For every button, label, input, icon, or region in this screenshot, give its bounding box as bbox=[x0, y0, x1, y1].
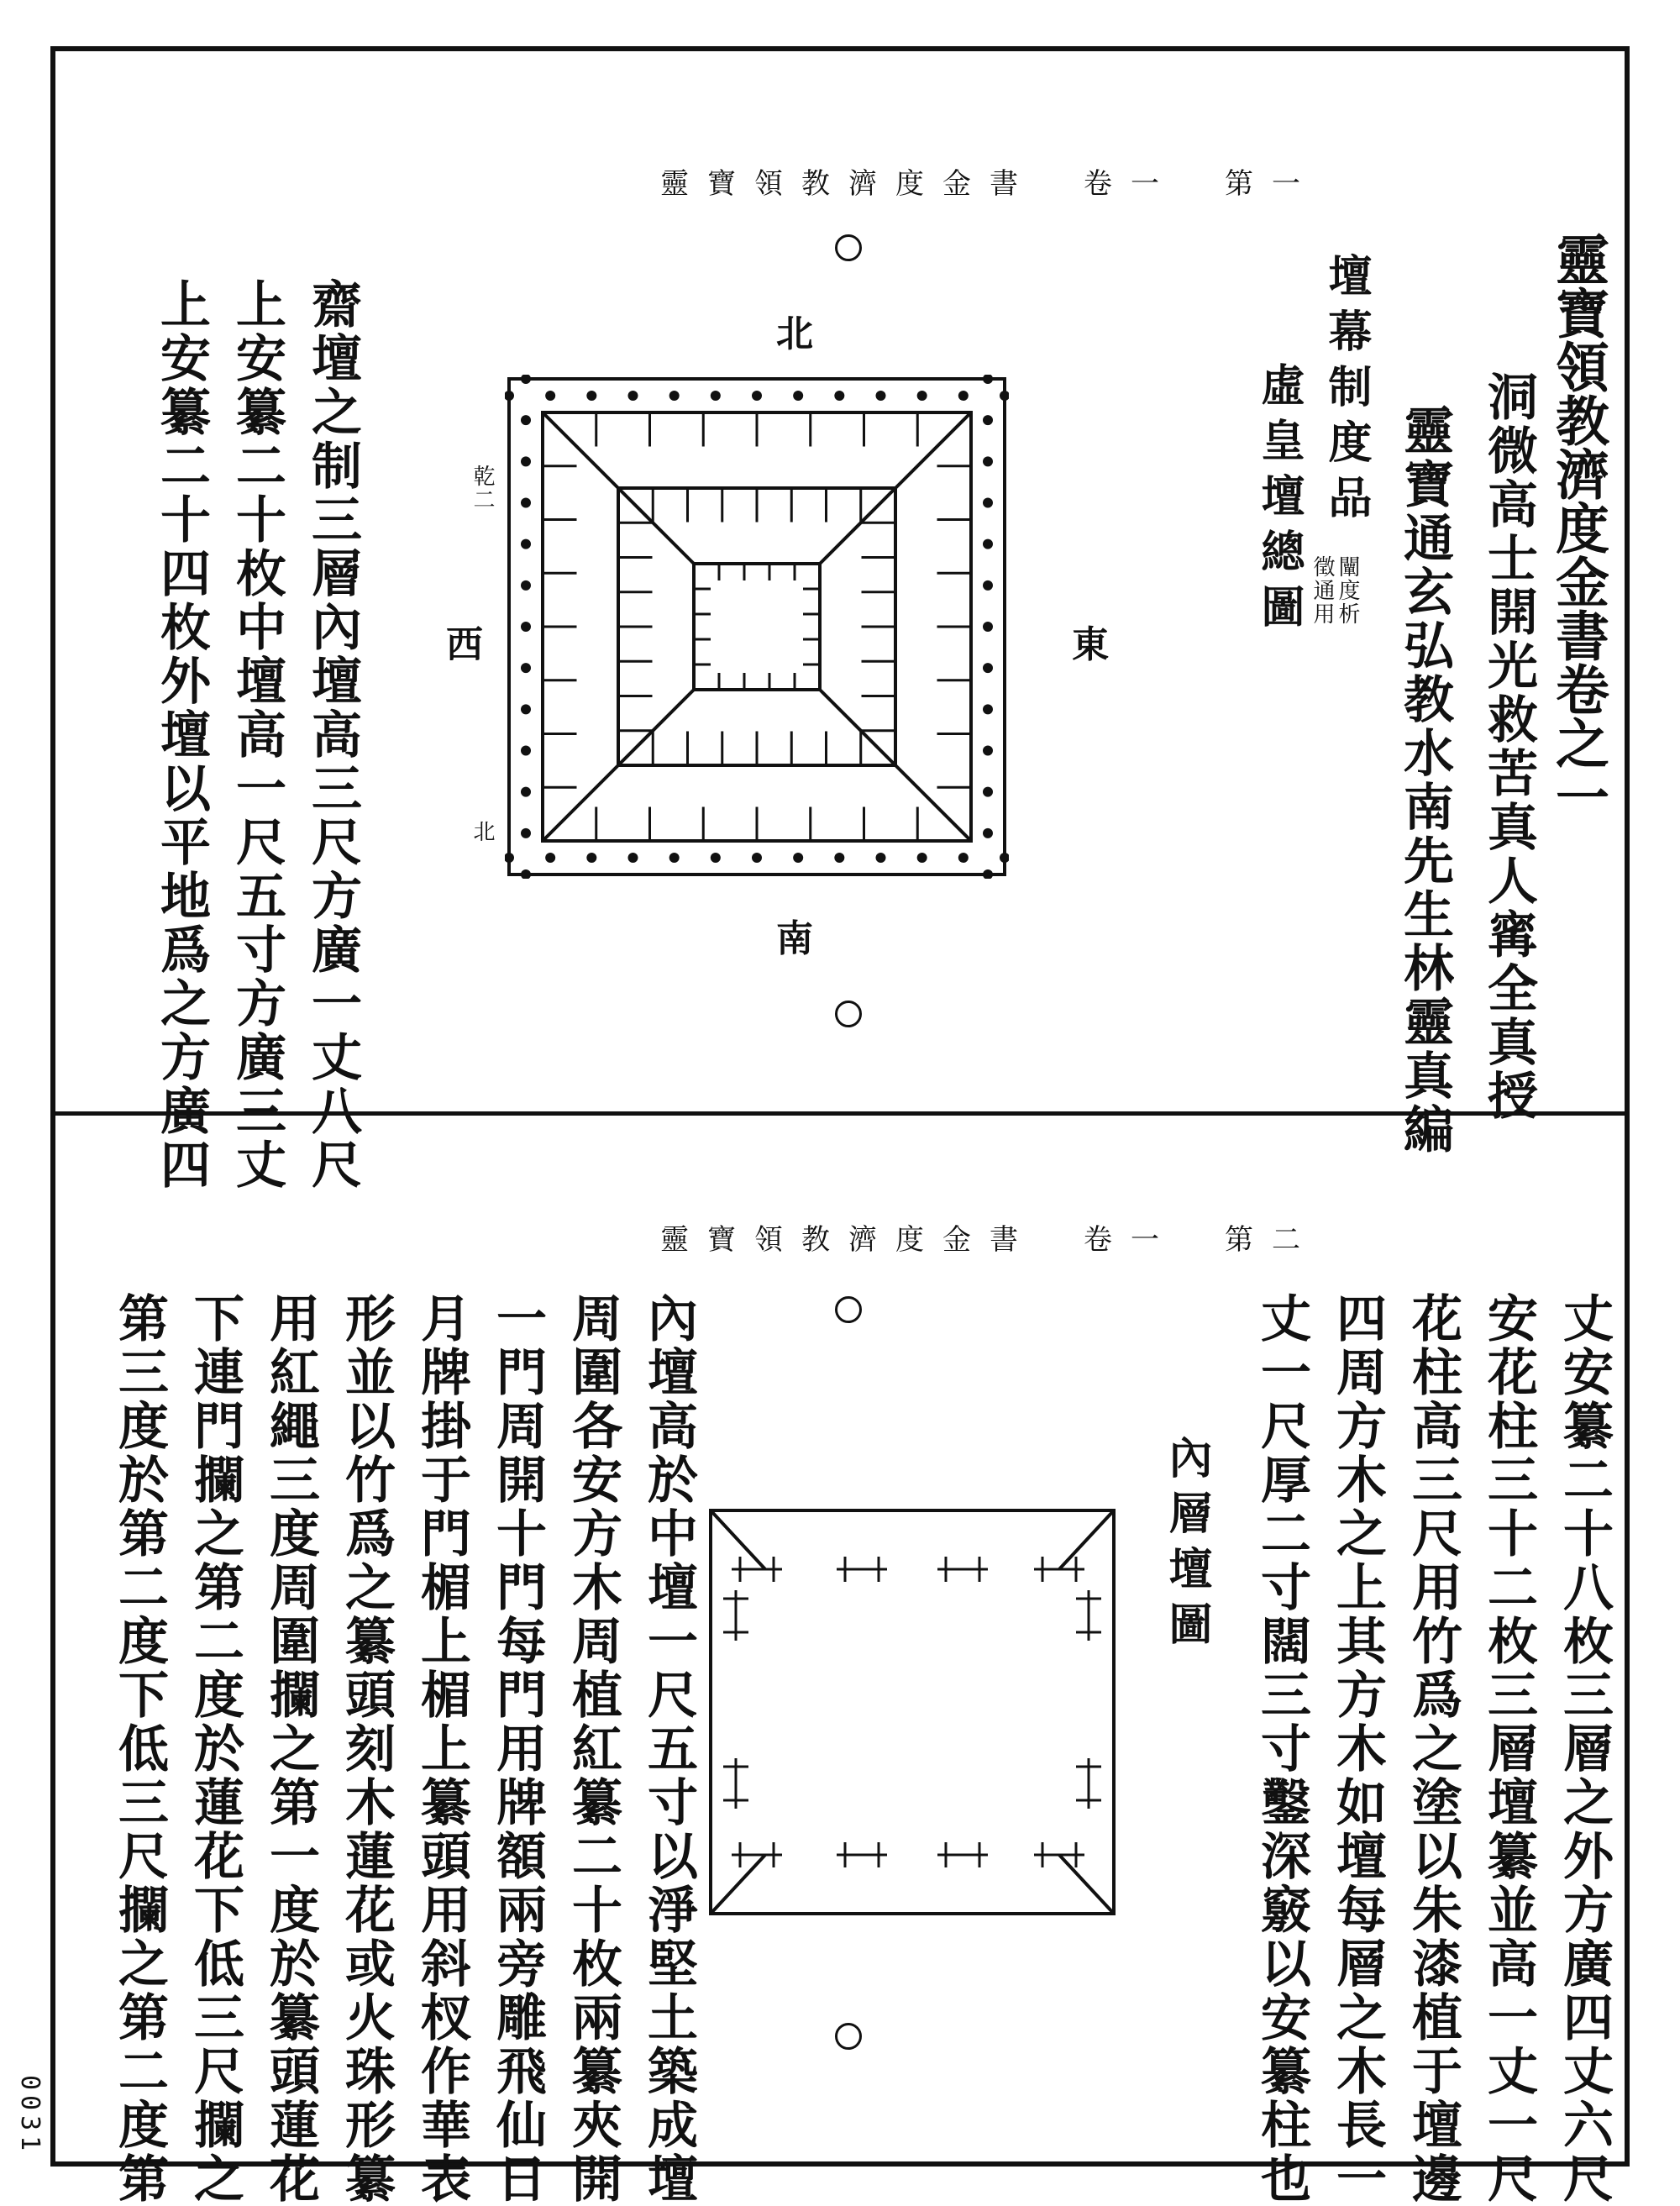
altar-post-dot bbox=[521, 456, 531, 466]
altar-post-dot bbox=[1000, 853, 1009, 863]
altar-post-dot bbox=[917, 853, 927, 863]
altar-post-dot bbox=[521, 787, 531, 797]
author-line: 洞微高士開光救苦真人寗全真授 bbox=[1479, 370, 1538, 1123]
page-number: 0031 bbox=[15, 2075, 45, 2156]
direction-south: 南 bbox=[776, 917, 813, 960]
altar-post-dot bbox=[521, 498, 531, 508]
altar-post-dot bbox=[983, 622, 993, 632]
altar-overview-diagram bbox=[505, 375, 1009, 879]
bottom-left-col-4: 月牌掛于門楣上楣上纂頭用斜杈作華表 bbox=[412, 1292, 471, 2206]
altar-post-dot bbox=[521, 539, 531, 549]
altar-post-dot bbox=[521, 828, 531, 838]
altar-post-dot bbox=[1000, 391, 1009, 401]
bottom-left-col-3: 一門周開十門每門用牌額兩旁雕飛仙日 bbox=[488, 1292, 547, 2206]
altar-post-dot bbox=[628, 853, 638, 863]
altar-post-dot bbox=[669, 391, 680, 401]
altar-post-dot bbox=[586, 391, 596, 401]
direction-west: 西 bbox=[446, 623, 483, 666]
altar-post-dot bbox=[983, 415, 993, 425]
bottom-left-col-8: 第三度於第二度下低三尺攔之第二度第 bbox=[110, 1292, 169, 2206]
altar-post-dot bbox=[521, 704, 531, 714]
bottom-right-col-1: 丈安纂二十八枚三層之外方廣四丈六尺 bbox=[1555, 1292, 1614, 2206]
bottom-right-col-5: 丈一尺厚二寸闊三寸鑿深竅以安纂柱也 bbox=[1252, 1292, 1311, 2206]
bottom-left-col-2: 周圍各安方木周植紅纂二十枚兩纂夾開 bbox=[564, 1292, 622, 2206]
bottom-left-col-5: 形並以竹爲之纂頭刻木蓮花或火珠形纂 bbox=[337, 1292, 396, 2206]
altar-post-dot bbox=[752, 391, 762, 401]
altar-post-dot bbox=[983, 580, 993, 591]
altar-post-dot bbox=[983, 787, 993, 797]
altar-post-dot bbox=[834, 391, 844, 401]
altar-post-dot bbox=[983, 663, 993, 673]
altar-post-dot bbox=[521, 622, 531, 632]
altar-post-dot bbox=[545, 391, 555, 401]
bottom-panel bbox=[55, 1116, 1625, 2206]
altar-post-dot bbox=[711, 391, 721, 401]
page-frame bbox=[50, 46, 1630, 2206]
altar-post-dot bbox=[983, 746, 993, 756]
direction-east: 東 bbox=[1072, 623, 1109, 666]
altar-post-dot bbox=[876, 853, 886, 863]
bottom-left-col-1: 內壇高於中壇一尺五寸以淨堅土築成壇 bbox=[639, 1292, 698, 2206]
altar-post-dot bbox=[521, 663, 531, 673]
altar-post-dot bbox=[983, 828, 993, 838]
altar-post-dot bbox=[958, 391, 969, 401]
section-note-2: 徵通用 bbox=[1310, 555, 1335, 626]
altar-post-dot bbox=[505, 391, 514, 401]
altar-post-dot bbox=[521, 580, 531, 591]
altar-post-dot bbox=[983, 375, 993, 384]
diagram-title-inner: 內層壇圖 bbox=[1161, 1435, 1212, 1657]
altar-post-dot bbox=[958, 853, 969, 863]
altar-post-dot bbox=[545, 853, 555, 863]
binding-hole-bottom-2 bbox=[835, 2023, 862, 2050]
altar-post-dot bbox=[521, 375, 531, 384]
binding-hole-bottom-1 bbox=[835, 1296, 862, 1323]
altar-post-dot bbox=[669, 853, 680, 863]
altar-post-dot bbox=[505, 853, 514, 863]
altar-post-dot bbox=[983, 456, 993, 466]
bottom-right-col-2: 安花柱三十二枚三層壇纂並高一丈一尺 bbox=[1479, 1292, 1538, 2206]
altar-post-dot bbox=[521, 869, 531, 879]
altar-post-dot bbox=[876, 391, 886, 401]
altar-post-dot bbox=[793, 391, 803, 401]
diagram-title-altar: 虛皇壇總圖 bbox=[1253, 362, 1305, 639]
top-running-header: 靈寶領教濟度金書 卷一 第一 bbox=[660, 167, 1319, 201]
bottom-running-header: 靈寶領教濟度金書 卷一 第二 bbox=[660, 1223, 1319, 1257]
binding-hole-top-1 bbox=[835, 234, 862, 261]
top-panel bbox=[55, 51, 1625, 1192]
inner-altar-diagram bbox=[706, 1506, 1118, 1918]
altar-post-dot bbox=[586, 853, 596, 863]
altar-post-dot bbox=[983, 539, 993, 549]
top-text-col-1: 齋壇之制三層內壇高三尺方廣一丈八尺 bbox=[303, 278, 362, 1192]
altar-post-dot bbox=[834, 853, 844, 863]
direction-note-bottom: 北 bbox=[470, 820, 495, 843]
altar-post-dot bbox=[983, 498, 993, 508]
altar-post-dot bbox=[917, 391, 927, 401]
top-text-col-2: 上安纂二十枚中壇高一尺五寸方廣三丈 bbox=[228, 278, 286, 1192]
bottom-left-col-7: 下連門攔之第二度於蓮花下低三尺攔之 bbox=[186, 1292, 244, 2206]
book-title: 靈寶領教濟度金書卷之一 bbox=[1546, 232, 1609, 823]
top-text-col-3: 上安纂二十四枚外壇以平地爲之方廣四 bbox=[152, 278, 211, 1192]
altar-post-dot bbox=[521, 746, 531, 756]
binding-hole-top-2 bbox=[835, 1001, 862, 1027]
altar-post-dot bbox=[752, 853, 762, 863]
section-title: 壇幕制度品 bbox=[1320, 253, 1372, 530]
altar-post-dot bbox=[521, 415, 531, 425]
altar-post-dot bbox=[628, 391, 638, 401]
bottom-left-col-6: 用紅繩三度周圍攔之第一度於纂頭蓮花 bbox=[261, 1292, 320, 2206]
editor-line: 靈寶通玄弘教水南先生林靈真編 bbox=[1395, 404, 1454, 1157]
altar-post-dot bbox=[793, 853, 803, 863]
direction-note-top: 乾二 bbox=[470, 465, 495, 512]
altar-post-dot bbox=[711, 853, 721, 863]
altar-post-dot bbox=[983, 704, 993, 714]
section-note-1: 闡度析 bbox=[1335, 555, 1360, 626]
bottom-right-col-3: 花柱高三尺用竹爲之塗以朱漆植于壇邊 bbox=[1404, 1292, 1462, 2206]
direction-north: 北 bbox=[776, 313, 813, 355]
altar-post-dot bbox=[983, 869, 993, 879]
bottom-right-col-4: 四周方木之上其方木如壇每層之木長一 bbox=[1328, 1292, 1387, 2206]
